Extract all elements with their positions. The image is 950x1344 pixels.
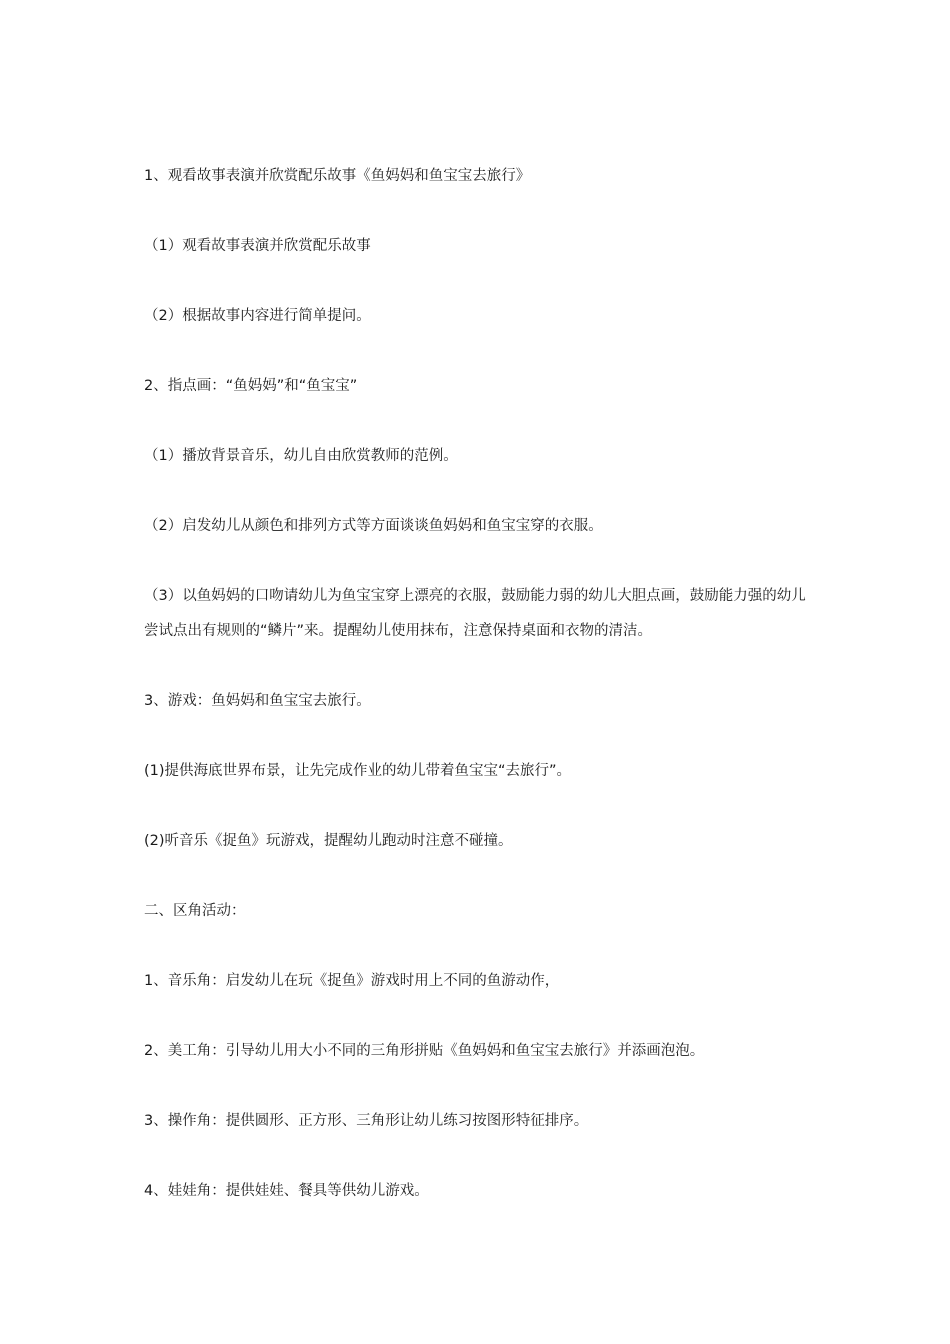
paragraph-14: 3、操作角：提供圆形、正方形、三角形让幼儿练习按图形特征排序。 xyxy=(144,1113,589,1129)
paragraph-5: （1）播放背景音乐，幼儿自由欣赏教师的范例。 xyxy=(144,448,458,464)
paragraph-1: 1、观看故事表演并欣赏配乐故事《鱼妈妈和鱼宝宝去旅行》 xyxy=(144,168,531,184)
paragraph-12: 1、音乐角：启发幼儿在玩《捉鱼》游戏时用上不同的鱼游动作， xyxy=(144,973,560,989)
paragraph-6: （2）启发幼儿从颜色和排列方式等方面谈谈鱼妈妈和鱼宝宝穿的衣服。 xyxy=(144,518,603,534)
paragraph-3: （2）根据故事内容进行简单提问。 xyxy=(144,308,371,324)
paragraph-7: （3）以鱼妈妈的口吻请幼儿为鱼宝宝穿上漂亮的衣服，鼓励能力弱的幼儿大胆点画，鼓励能力强的幼儿尝试点出有规则的“鳞片”来。提醒幼儿使用抹布，注意保持桌面和衣物的清洁。 xyxy=(144,588,806,639)
paragraph-4: 2、指点画：“鱼妈妈”和“鱼宝宝” xyxy=(144,378,358,394)
paragraph-2: （1）观看故事表演并欣赏配乐故事 xyxy=(144,238,371,254)
paragraph-8: 3、游戏：鱼妈妈和鱼宝宝去旅行。 xyxy=(144,693,371,709)
section-heading: 二、区角活动： xyxy=(144,903,246,919)
paragraph-13: 2、美工角：引导幼儿用大小不同的三角形拼贴《鱼妈妈和鱼宝宝去旅行》并添画泡泡。 xyxy=(144,1043,705,1059)
paragraph-9: (1)提供海底世界布景，让先完成作业的幼儿带着鱼宝宝“去旅行”。 xyxy=(144,763,572,779)
paragraph-15: 4、娃娃角：提供娃娃、餐具等供幼儿游戏。 xyxy=(144,1183,429,1199)
document-body xyxy=(144,159,814,1209)
paragraph-10: (2)听音乐《捉鱼》玩游戏，提醒幼儿跑动时注意不碰撞。 xyxy=(144,833,513,849)
